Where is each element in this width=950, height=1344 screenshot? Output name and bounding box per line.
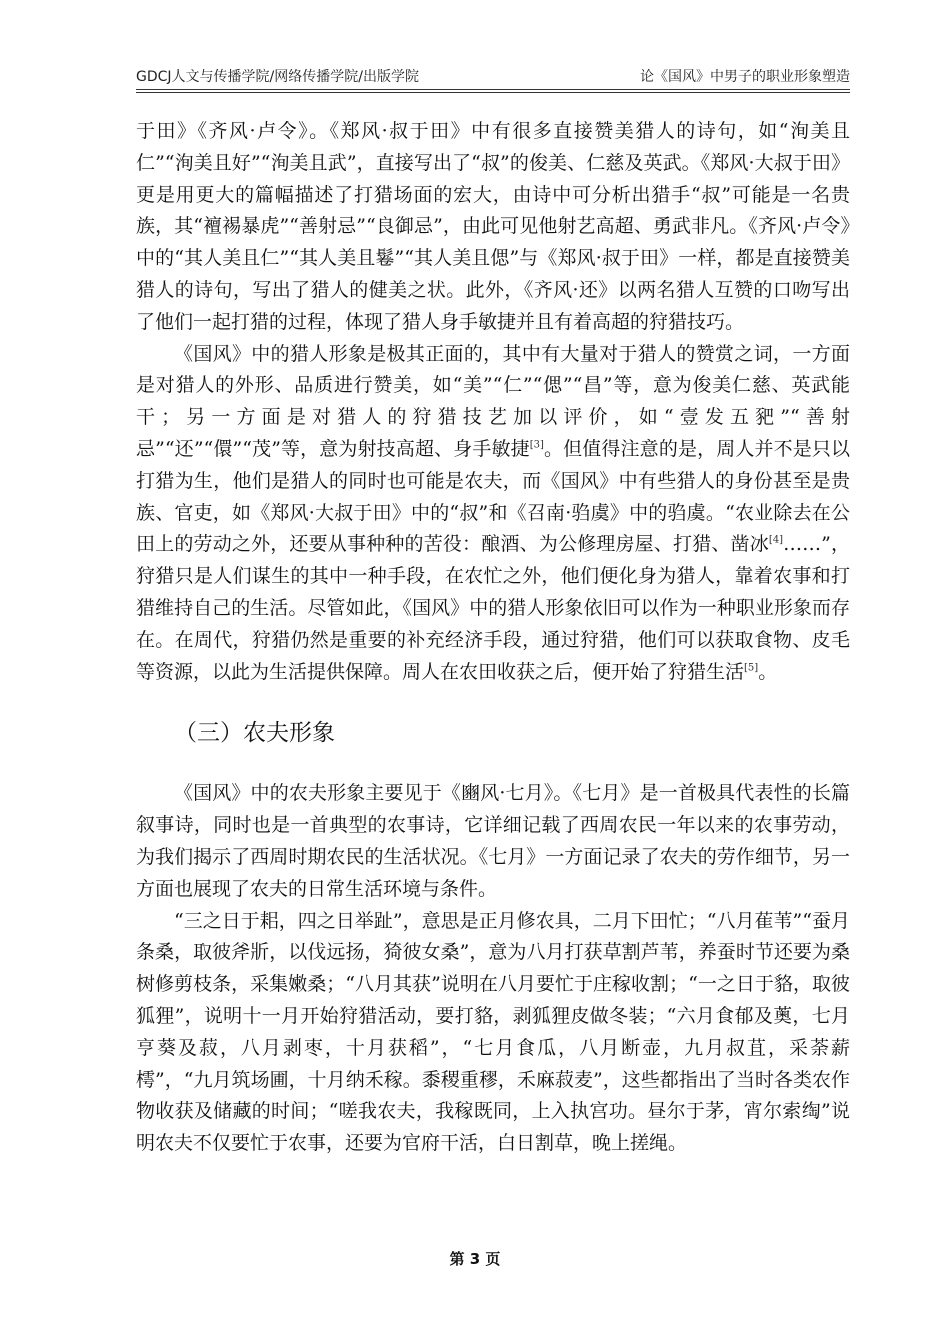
- page-body: [136, 116, 850, 1160]
- paragraph-farmer-intro: 《国风》中的农夫形象主要见于《豳风·七月》。《七月》是一首极具代表性的长篇叙事诗，同时也是一首典型的农事诗，它详细记载了西周农民一年以来的农事劳动，为我们揭示了西周时期农民的生活状况。《七月》一方面记录了农夫的劳作细节，另一方面也展现了农夫的日常生活环境与条件。: [136, 782, 850, 900]
- section-heading: （三）农夫形象: [174, 720, 335, 747]
- citation-ref[interactable]: [5]: [744, 662, 759, 674]
- header-rule-thin: [136, 92, 850, 93]
- para-text: 。: [758, 660, 778, 683]
- page-header: [136, 66, 850, 86]
- citation-ref[interactable]: [3]: [529, 439, 544, 451]
- citation-ref[interactable]: [4]: [768, 535, 784, 547]
- header-title: 论《国风》中男子的职业形象塑造: [640, 69, 850, 85]
- page-number: 第 3 页: [449, 1250, 501, 1268]
- header-institution: GDCJ人文与传播学院/网络传播学院/出版学院: [136, 69, 419, 85]
- header-rule: [136, 89, 850, 90]
- paragraph-hunter-image: [136, 339, 850, 689]
- paragraph-hunters-poems: 于田》《齐风·卢令》。《郑风·叔于田》中有很多直接赞美猎人的诗句，如“洵美且仁”“洵美且好”“洵美且武”，直接写出了“叔”的俊美、仁慈及英武。《郑风·大叔于田》更是用更大的篇幅描述了打猎场面的宏大，由诗中可分析出猎手“叔”可能是一名贵族，其“襢裼暴虎”“善射忌”“良御忌”，由此可见他射艺高超、勇武非凡。《齐风·卢令》中的“其人美且仁”“其人美且鬈”“其人美且偲”与《郑风·叔于田》一样，都是直接赞美猎人的诗句，写出了猎人的健美之状。此外，《齐风·还》以两名猎人互赞的口吻写出了他们一起打猎的过程，体现了猎人身手敏捷并且有着高超的狩猎技巧。: [136, 120, 850, 333]
- paragraph-farmer-details: “三之日于耜，四之日举趾”，意思是正月修农具，二月下田忙；“八月萑苇”“蚕月条桑，取彼斧斨，以伐远扬，猗彼女桑”，意为八月打获草割芦苇，养蚕时节还要为桑树修剪枝条，采集嫩桑；“八月其获”说明在八月要忙于庄稼收割；“一之日于貉，取彼狐狸”，说明十一月开始狩猎活动，要打貉，剥狐狸皮做冬装；“六月食郁及薁，七月亨葵及菽，八月剥枣，十月获稻”，“七月食瓜，八月断壶，九月叔苴，采荼薪樗”，“九月筑场圃，十月纳禾稼。黍稷重穋，禾麻菽麦”，这些都指出了当时各类农作物收获及储藏的时间；“嗟我农夫，我稼既同，上入执宫功。昼尔于茅，宵尔索绹”说明农夫不仅要忙于农事，还要为官府干活，白日割草，晚上搓绳。: [136, 909, 850, 1155]
- para-text: 。但值得注意的是，周人并不是只以打猎为生，他们是猎人的同时也可能是农夫，而《国风》中有些猎人的身份甚至是贵族、官吏，如《郑风·大叔于田》中的“叔”和《召南·驺虞》中的驺虞。“农业除去在公田上的劳动之外，还要从事种种的苦役：酿酒、为公修理房屋、打猎、凿冰: [136, 437, 850, 556]
- para-text: ……”，狩猎只是人们谋生的其中一种手段，在农忙之外，他们便化身为猎人，靠着农事和打猎维持自己的生活。尽管如此，《国风》中的猎人形象依旧可以作为一种职业形象而存在。在周代，狩猎仍然是重要的补充经济手段，通过狩猎，他们可以获取食物、皮毛等资源，以此为生活提供保障。周人在农田收获之后，便开始了狩猎生活: [136, 533, 850, 683]
- para-text: 《国风》中的猎人形象是极其正面的，其中有大量对于猎人的赞赏之词，一方面是对猎人的外形、品质进行赞美，如“美”“仁”“偲”“昌”等，意为俊美仁慈、英武能干；另一方面是对猎人的狩猎技艺加以评价，如“壹发五豝”“善射忌”“还”“儇”“茂”等，意为射技高超、身手敏捷: [136, 342, 850, 460]
